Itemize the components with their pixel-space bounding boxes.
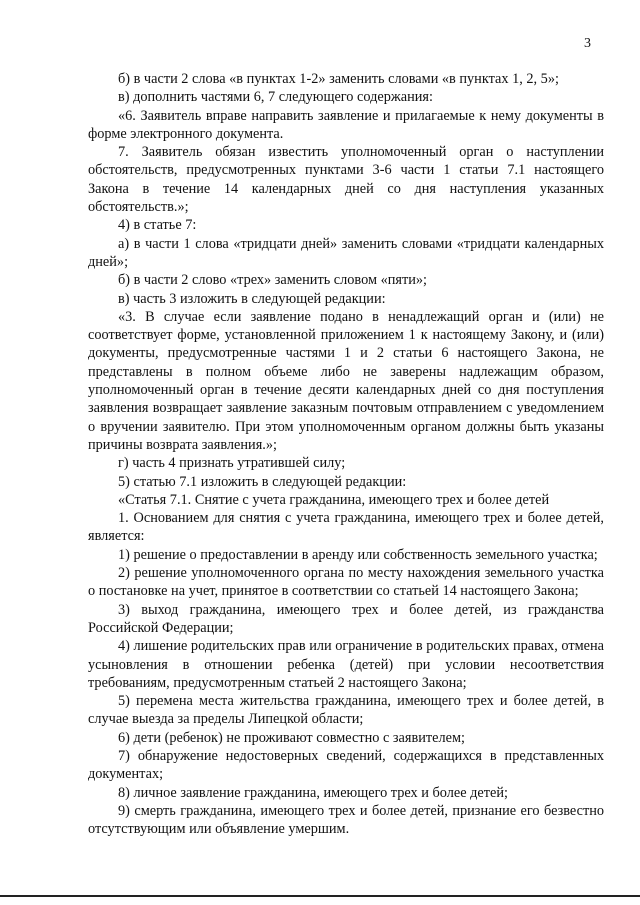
list-item: 9) смерть гражданина, имеющего трех и более детей, признание его безвестно отсутствующим или объявление умершим. bbox=[88, 802, 604, 838]
article-title: «Статья 7.1. Снятие с учета гражданина, имеющего трех и более детей bbox=[118, 491, 550, 508]
paragraph: г) часть 4 признать утратившей силу; bbox=[118, 455, 346, 472]
list-item: 1) решение о предоставлении в аренду или собственность земельного участка; bbox=[118, 546, 598, 563]
list-item: 7) обнаружение недостоверных сведений, содержащихся в представленных документах; bbox=[88, 747, 604, 783]
list-item: 8) личное заявление гражданина, имеющего трех и более детей; bbox=[118, 784, 508, 801]
paragraph: «6. Заявитель вправе направить заявление и прилагаемые к нему документы в форме электронного документа. bbox=[88, 107, 604, 142]
page-number: 3 bbox=[584, 36, 591, 51]
paragraph: 5) статью 7.1 изложить в следующей редакции: bbox=[118, 473, 407, 490]
paragraph: б) в части 2 слова «в пунктах 1-2» заменить словами «в пунктах 1, 2, 5»; bbox=[118, 71, 559, 87]
list-item: 3) выход гражданина, имеющего трех и более детей, из гражданства Российской Федерации; bbox=[88, 601, 604, 636]
list-item: 5) перемена места жительства гражданина, имеющего трех и более детей, в случае выезда за пределы Липецкой области; bbox=[88, 693, 604, 728]
paragraph: в) часть 3 изложить в следующей редакции: bbox=[118, 290, 386, 307]
paragraph: «3. В случае если заявление подано в ненадлежащий орган и (или) не соответствует форме, установленной приложением 1 к настоящему Закону, и (или) документы, предусмотренные частями 1 и 2 статьи 6 настоящего Закона, не представлены в полном объеме либо не заверены надлежащим образом, уполномоченный орган в течение десяти календарных дней со дня поступления заявления возвращает заявление заказным почтовым отправлением с уведомлением о вручении заявителю. При этом уполномоченным органом должны быть указаны причины возврата заявления.»; bbox=[88, 308, 604, 453]
paragraph: 7. Заявитель обязан известить уполномоченный орган о наступлении обстоятельств, предусмотренных пунктами 3-6 части 1 статьи 7.1 настоящего Закона в течение 14 календарных дней со дня наступления указанных обстоятельств.»; bbox=[88, 144, 604, 216]
list-item: 2) решение уполномоченного органа по месту нахождения земельного участка о постановке на учет, принятое в соответствии со статьей 14 настоящего Закона; bbox=[88, 565, 604, 600]
page-bottom-edge bbox=[0, 895, 640, 897]
paragraph: а) в части 1 слова «тридцати дней» заменить словами «тридцати календарных дней»; bbox=[88, 235, 604, 270]
paragraph: б) в части 2 слово «трех» заменить словом «пяти»; bbox=[118, 272, 427, 289]
document-body bbox=[88, 70, 604, 838]
list-item: 4) лишение родительских прав или ограничение в родительских правах, отмена усыновления в отношении ребенка (детей) при условии несоответствия требованиям, предусмотренным статьей 2 настоящего Закона; bbox=[88, 638, 604, 691]
paragraph: 1. Основанием для снятия с учета гражданина, имеющего трех и более детей, является: bbox=[88, 510, 604, 545]
paragraph: в) дополнить частями 6, 7 следующего содержания: bbox=[118, 89, 433, 106]
paragraph: 4) в статье 7: bbox=[118, 217, 197, 234]
list-item: 6) дети (ребенок) не проживают совместно с заявителем; bbox=[118, 729, 465, 746]
